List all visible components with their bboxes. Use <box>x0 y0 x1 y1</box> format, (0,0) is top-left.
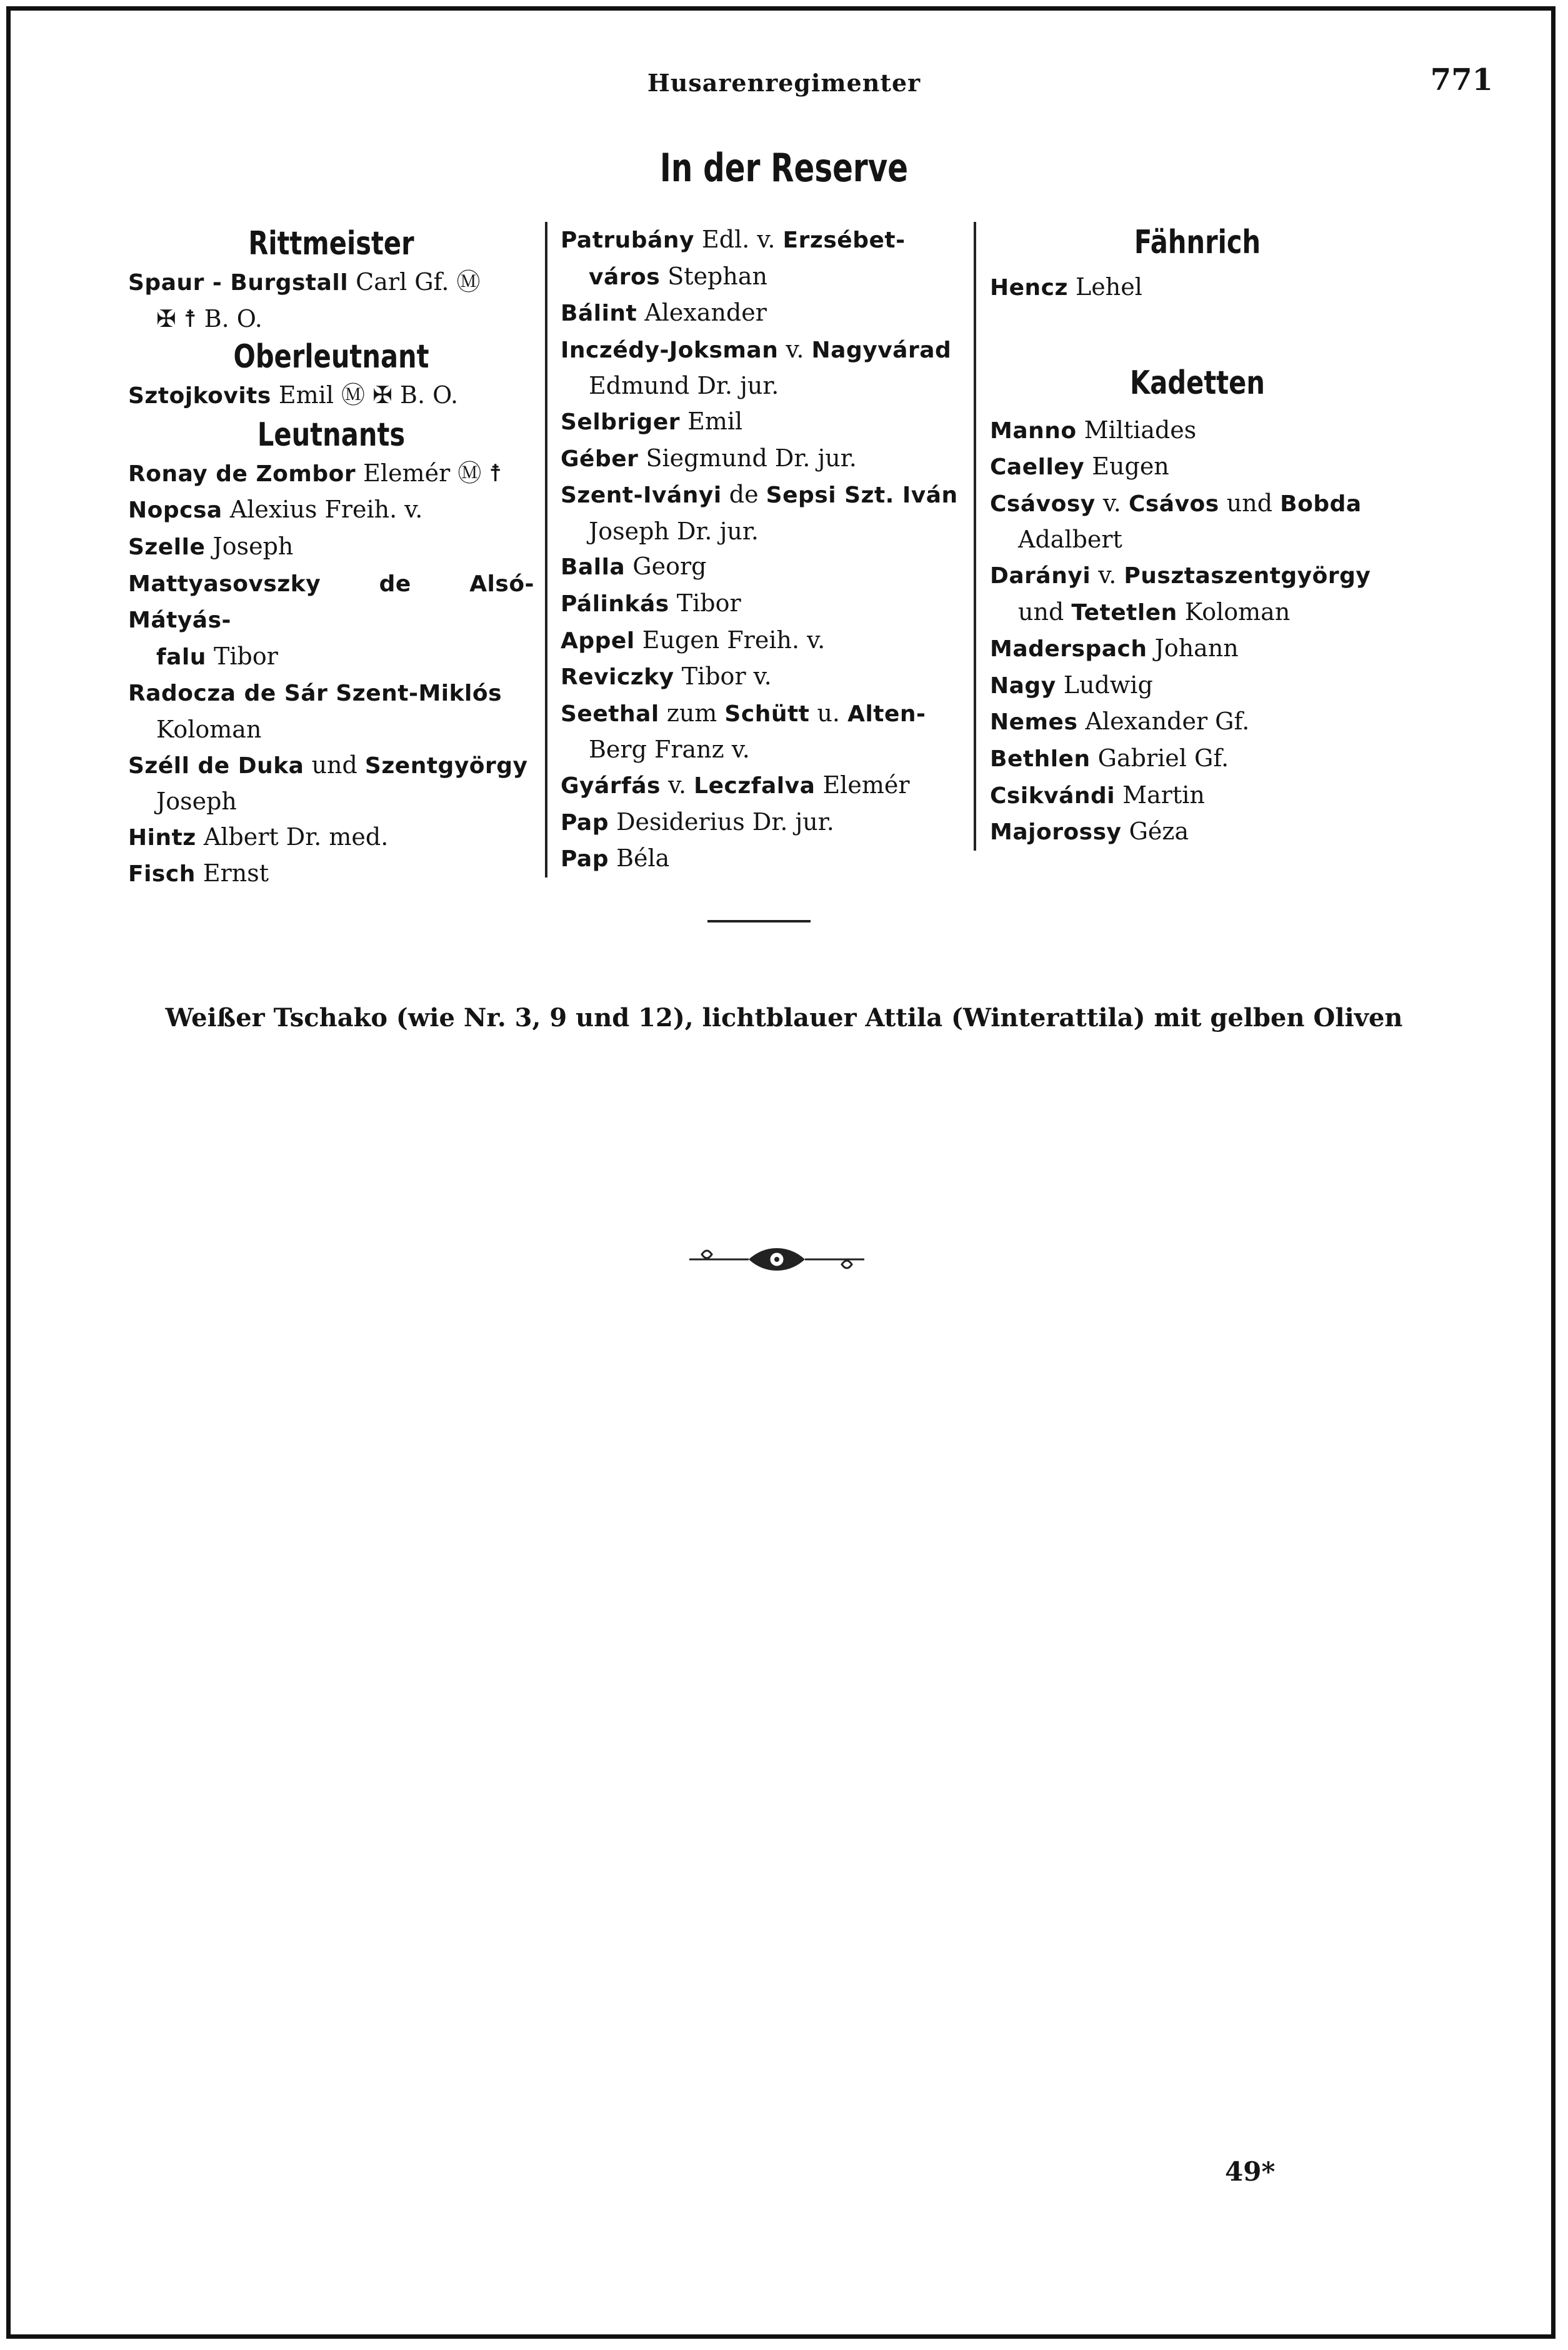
officer-name: Gyárfás <box>561 772 661 799</box>
section-title: In der Reserve <box>659 145 909 191</box>
officer-entry <box>990 558 1405 631</box>
officer-name: Nemes <box>990 709 1078 736</box>
officer-detail: u. <box>809 699 848 727</box>
officer-name: Pap <box>561 809 609 836</box>
rank-heading: Fähnrich <box>1134 224 1261 261</box>
officer-detail: Béla <box>608 844 670 872</box>
officer-entry <box>561 295 976 332</box>
officer-entry <box>128 856 534 892</box>
officer-detail-cont: Joseph <box>156 788 237 816</box>
officer-name: Pusztaszentgyörgy <box>1124 562 1371 589</box>
rank-heading: Kadetten <box>1130 364 1265 402</box>
officer-name: Balla <box>561 554 626 581</box>
officer-entry <box>128 529 534 566</box>
officer-detail: Gabriel Gf. <box>1090 744 1229 772</box>
officer-name: Bálint <box>561 301 637 327</box>
officer-detail: Carl Gf. Ⓜ <box>348 268 481 296</box>
officer-name: Selbriger <box>561 409 680 435</box>
officer-name: Majorossy <box>990 819 1122 846</box>
officer-name: Nagyvárad <box>811 337 952 363</box>
officer-detail: Miltiades <box>1076 416 1197 444</box>
officer-name: Seethal <box>561 701 659 727</box>
officer-name: Hintz <box>128 824 196 851</box>
officer-detail: v. <box>660 771 694 799</box>
officer-detail: v. <box>778 335 812 363</box>
officer-detail-cont: Tibor <box>206 642 278 670</box>
officer-entry <box>561 768 976 804</box>
page-number: 771 <box>1430 62 1493 98</box>
officer-detail-cont: ✠ ☨ B. O. <box>156 304 262 332</box>
officer-name: Ronay de Zombor <box>128 461 356 487</box>
officer-name: Inczédy-Joksman <box>561 337 779 363</box>
signature-mark: 49* <box>1225 2156 1276 2187</box>
officer-detail-cont: Koloman <box>156 715 262 743</box>
officer-name: Spaur - Burgstall <box>128 270 349 296</box>
officer-detail: und <box>304 751 365 779</box>
officer-name: Bethlen <box>990 746 1091 772</box>
officer-name: Bobda <box>1280 491 1362 517</box>
officer-entry <box>990 778 1405 814</box>
officer-name: Appel <box>561 628 635 654</box>
officer-name: Manno <box>990 418 1077 444</box>
officer-detail: Ludwig <box>1056 671 1153 699</box>
officer-entry <box>561 477 976 549</box>
officer-entry <box>990 412 1405 449</box>
officer-detail: Desiderius Dr. jur. <box>608 808 834 836</box>
officer-entry <box>561 586 976 622</box>
officer-detail: Georg <box>625 552 707 581</box>
officer-name: Mattyasovszky de Alsó-Mátyás- <box>128 571 534 634</box>
running-head: Husarenregimenter <box>647 69 921 97</box>
officer-name: Nopcsa <box>128 498 222 524</box>
officer-entry <box>561 549 976 586</box>
officer-entry <box>561 404 976 441</box>
officer-name: Nagy <box>990 672 1056 699</box>
officer-entry <box>561 441 976 478</box>
officer-name: Reviczky <box>561 664 674 691</box>
officer-name: Radocza de Sár Szent-Miklós <box>128 681 502 707</box>
officer-entry <box>990 668 1405 704</box>
officer-entry <box>128 264 534 336</box>
officer-name: Sztojkovits <box>128 383 271 409</box>
officer-name: Maderspach <box>990 636 1147 662</box>
officer-entry <box>990 269 1405 306</box>
officer-name-cont: Berg <box>589 736 647 764</box>
officer-detail: Siegmund Dr. jur. <box>638 444 857 472</box>
officer-entry <box>561 659 976 696</box>
officer-name: Szentgyörgy <box>364 752 528 779</box>
uniform-note: Weißer Tschako (wie Nr. 3, 9 und 12), lichtblauer Attila (Winterattila) mit gelben Oliven <box>165 1003 1403 1032</box>
officer-detail: Ernst <box>195 859 269 888</box>
column-right <box>974 222 1405 851</box>
officer-entry <box>561 696 976 768</box>
officer-entry <box>561 804 976 841</box>
column-middle <box>545 222 976 878</box>
officer-name: Darányi <box>990 562 1091 589</box>
column-left <box>128 222 534 892</box>
officer-entry <box>128 819 534 856</box>
officer-detail-cont: Franz v. <box>646 736 750 764</box>
officer-entry <box>128 748 534 819</box>
officer-name: Csávos <box>1128 491 1219 517</box>
officer-detail: Alexius Freih. v. <box>222 496 423 524</box>
ornament-divider-icon <box>689 1241 864 1278</box>
officer-name: Erzsébet- <box>782 228 906 253</box>
officer-detail-cont: Joseph Dr. jur. <box>589 517 759 545</box>
officer-entry <box>990 741 1405 778</box>
section-rule <box>707 920 811 922</box>
officer-detail: Albert Dr. med. <box>196 822 389 851</box>
rank-heading: Rittmeister <box>248 225 414 262</box>
officer-detail-cont: Edmund Dr. jur. <box>589 372 779 400</box>
officer-name: Sepsi Szt. Iván <box>766 482 958 509</box>
officer-entry <box>128 566 534 676</box>
officer-detail: Lehel <box>1067 273 1142 301</box>
officer-entry <box>990 814 1405 851</box>
officer-detail-cont: und <box>1018 598 1072 626</box>
officer-entry <box>561 622 976 659</box>
officer-name: Hencz <box>990 275 1068 301</box>
officer-detail: Elemér <box>815 771 910 799</box>
officer-name: Szelle <box>128 534 206 560</box>
officer-detail: Tibor v. <box>674 662 772 691</box>
officer-entry <box>990 486 1405 558</box>
officer-detail: Joseph <box>205 532 294 560</box>
officer-name-cont: falu <box>156 644 206 670</box>
officer-name: Csávosy <box>990 491 1096 517</box>
officer-entry <box>128 675 534 747</box>
officer-entry <box>561 841 976 878</box>
officer-name: Géber <box>561 446 639 472</box>
officer-name: Pálinkás <box>561 591 669 617</box>
officer-name: Alten- <box>847 701 926 727</box>
officer-name-cont: Tetetlen <box>1071 599 1177 626</box>
officer-detail: Géza <box>1121 818 1189 846</box>
officer-name: Széll de Duka <box>128 752 304 779</box>
officer-detail: Tibor <box>669 589 741 617</box>
officer-detail-cont: Koloman <box>1177 598 1291 626</box>
officer-detail: Edl. v. <box>694 226 783 253</box>
officer-detail: Eugen Freih. v. <box>634 626 826 654</box>
officer-name: Csikvándi <box>990 782 1116 809</box>
officer-detail-cont: Adalbert <box>1018 526 1122 554</box>
officer-detail: zum <box>659 699 725 727</box>
officer-name: Patrubány <box>561 228 694 253</box>
officer-name: Caelley <box>990 454 1085 481</box>
officer-detail: de <box>721 481 766 509</box>
officer-entry <box>990 704 1405 741</box>
officer-detail: Martin <box>1115 781 1205 809</box>
officer-entry <box>990 631 1405 668</box>
rank-heading: Oberleutnant <box>233 338 429 376</box>
officer-detail: Eugen <box>1084 452 1169 481</box>
officer-detail: Johann <box>1147 634 1239 662</box>
officer-detail: Alexander Gf. <box>1077 708 1250 736</box>
officer-entry <box>561 222 976 295</box>
officer-name: Leczfalva <box>694 772 816 799</box>
officer-detail-cont: Stephan <box>660 262 767 290</box>
officer-entry <box>128 456 534 492</box>
officer-detail: Emil Ⓜ ✠ B. O. <box>271 381 459 409</box>
officer-name: Fisch <box>128 861 196 888</box>
officer-detail: v. <box>1095 489 1129 517</box>
officer-detail: Elemér Ⓜ ☨ <box>356 459 502 487</box>
officer-entry <box>128 378 534 414</box>
officer-name: Szent-Iványi <box>561 482 722 509</box>
officer-detail: Alexander <box>637 299 767 327</box>
rank-heading: Leutnants <box>257 416 406 454</box>
officer-detail: Emil <box>680 407 743 435</box>
officer-name-cont: város <box>589 264 661 290</box>
officer-entry <box>128 492 534 529</box>
officer-detail: und <box>1219 489 1281 517</box>
officer-name: Pap <box>561 846 609 872</box>
officer-detail: v. <box>1091 561 1124 589</box>
officer-name: Schütt <box>724 701 810 727</box>
officer-entry <box>990 449 1405 486</box>
officer-entry <box>561 332 976 404</box>
